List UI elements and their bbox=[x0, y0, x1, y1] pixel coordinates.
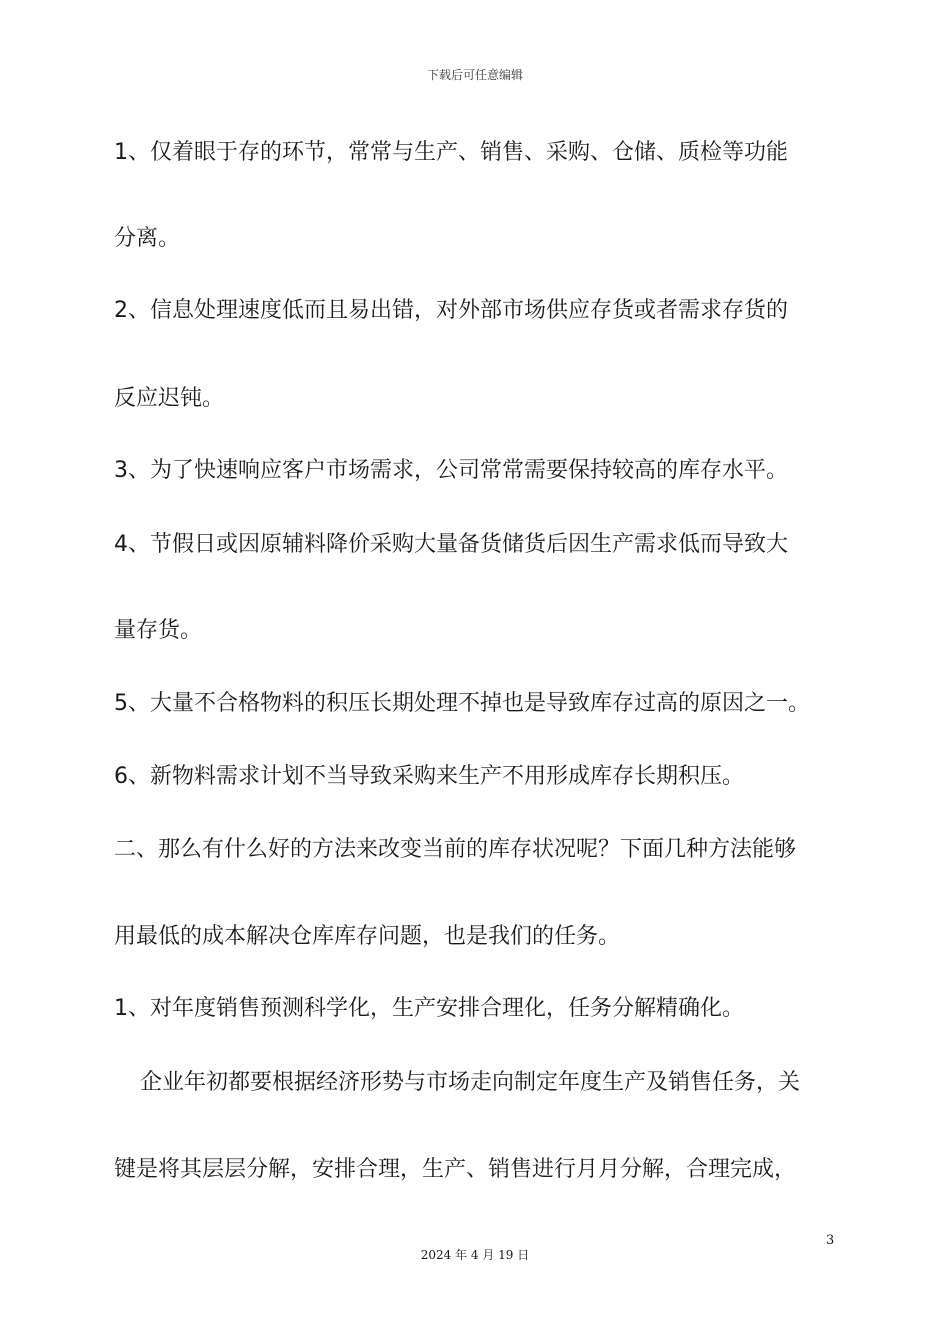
text-line-1: 1、仅着眼于存的环节，常常与生产、销售、采购、仓储、质检等功能 bbox=[114, 140, 788, 165]
text-line-5: 3、为了快速响应客户市场需求，公司常常需要保持较高的库存水平。 bbox=[114, 458, 788, 483]
text-line-14: 键是将其层层分解，安排合理，生产、销售进行月月分解，合理完成， bbox=[114, 1157, 797, 1182]
text-line-11: 用最低的成本解决仓库库存问题，也是我们的任务。 bbox=[114, 924, 621, 949]
text-line-2: 分离。 bbox=[114, 226, 181, 251]
page-number: 3 bbox=[826, 1233, 835, 1248]
text-line-3: 2、信息处理速度低而且易出错，对外部市场供应存货或者需求存货的 bbox=[114, 298, 788, 323]
text-line-13: 企业年初都要根据经济形势与市场走向制定年度生产及销售任务，关 bbox=[140, 1070, 801, 1095]
text-line-7: 量存货。 bbox=[114, 618, 203, 643]
text-line-8: 5、大量不合格物料的积压长期处理不掉也是导致库存过高的原因之一。 bbox=[114, 691, 810, 716]
footer-date: 2024 年 4 月 19 日 bbox=[420, 1248, 530, 1262]
text-line-10: 二、那么有什么好的方法来改变当前的库存状况呢？下面几种方法能够 bbox=[114, 837, 797, 862]
text-line-4: 反应迟钝。 bbox=[114, 386, 225, 411]
page-header-note: 下载后可任意编辑 bbox=[426, 68, 523, 82]
text-line-9: 6、新物料需求计划不当导致采购来生产不用形成库存长期积压。 bbox=[114, 764, 744, 789]
text-line-6: 4、节假日或因原辅料降价采购大量备货储货后因生产需求低而导致大 bbox=[114, 532, 788, 557]
text-line-12: 1、对年度销售预测科学化，生产安排合理化，任务分解精确化。 bbox=[114, 996, 744, 1021]
